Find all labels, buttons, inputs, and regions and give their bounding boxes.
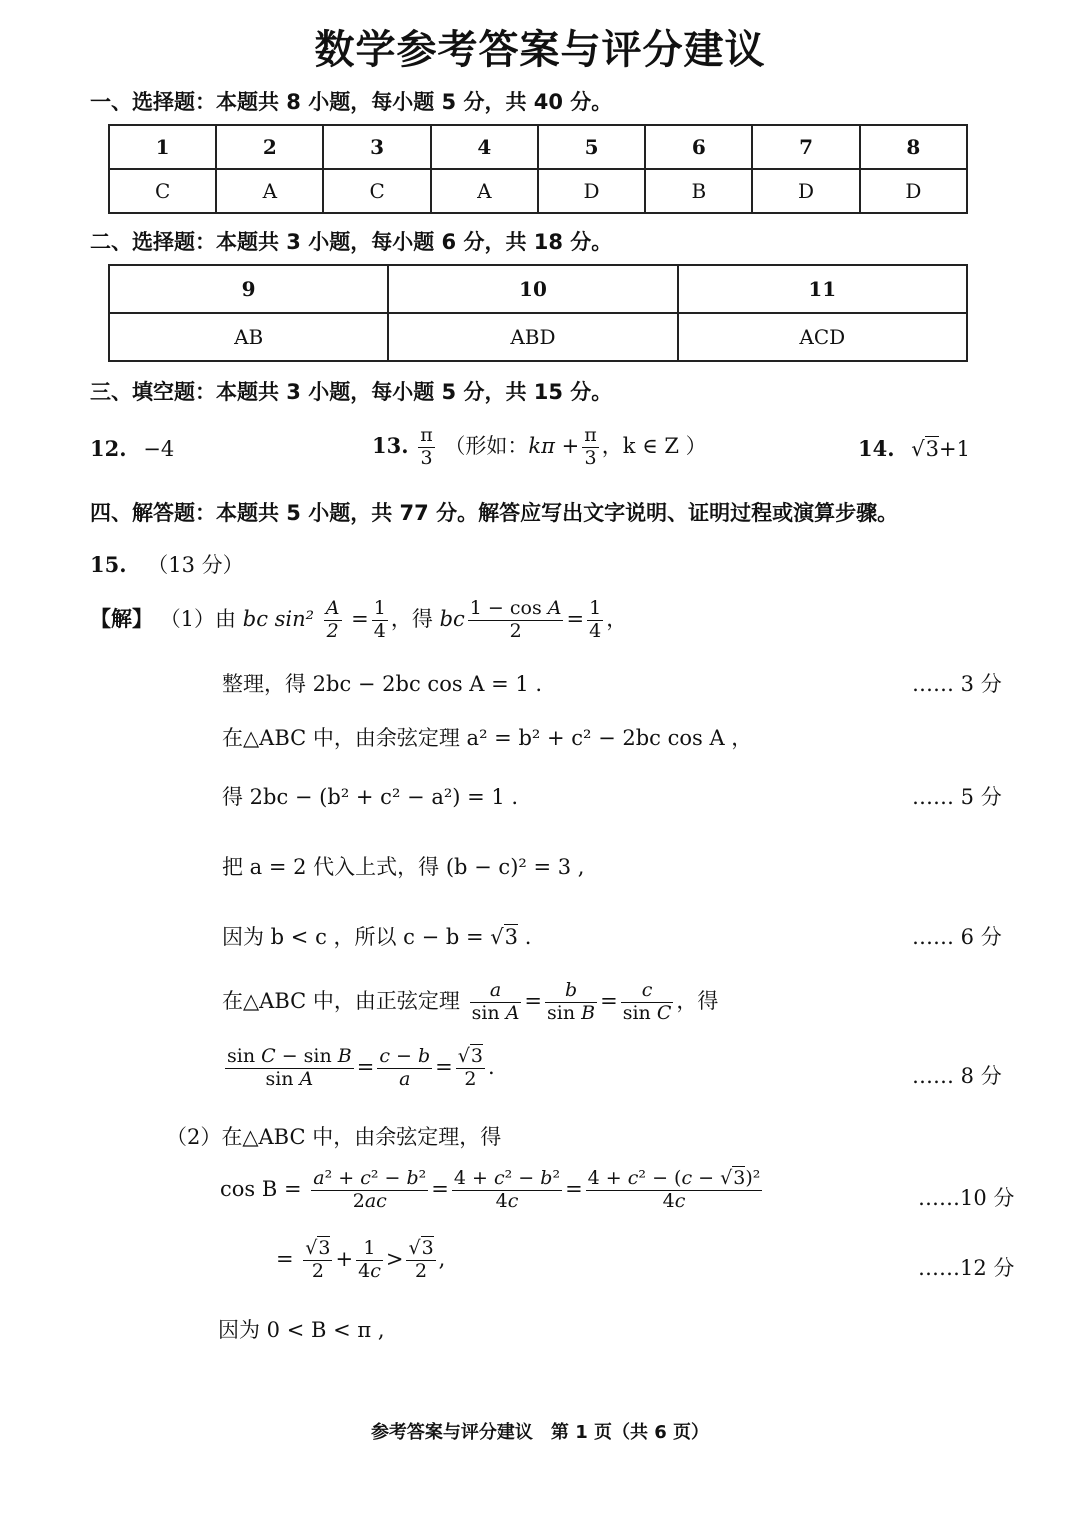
- q13-answer: 13. $\frac{\pi}{3}$ （形如：kπ + $\frac{\pi}{3}$ ，k ∈ Z ）: [372, 424, 707, 469]
- solution-line-8: $\frac{\text{sin C − sin B}}{\text{sin A}}$ = $\frac{c - b}{a}$ = $\frac{√3}{2}$ .: [227, 1045, 495, 1090]
- answer-cell: A: [216, 169, 323, 213]
- question-number: 9: [109, 265, 388, 313]
- answer-cell: AB: [109, 313, 388, 361]
- score-6: …… 6 分: [912, 925, 1002, 949]
- solution-line-2: 整理，得 2bc − 2bc cos A = 1 .: [222, 672, 543, 696]
- answer-cell: D: [538, 169, 645, 213]
- question-number: 8: [860, 125, 967, 169]
- question-number: 1: [109, 125, 216, 169]
- fraction: $\frac{\text{sin C − sin B}}{\text{sin A}}$: [227, 1045, 352, 1090]
- solution-line-5: 把 a = 2 代入上式，得 (b − c)² = 3 ,: [222, 855, 585, 879]
- fraction: $\frac{A}{2}$: [325, 597, 340, 642]
- score-5: …… 5 分: [912, 785, 1002, 809]
- solution-line-4: 得 2bc − (b² + c² − a²) = 1 .: [222, 785, 519, 809]
- section2-answer-table: [108, 264, 968, 362]
- q14-label: 14.: [858, 436, 895, 461]
- question-number: 5: [538, 125, 645, 169]
- solution-line-7: 在△ABC 中，由正弦定理 $\frac{a}{\text{sin A}}$ = $\frac{b}{\text{sin B}}$ = $\frac{c}{\text{sin C}}$ ，得: [222, 979, 719, 1024]
- fraction: $\frac{c - b}{a}$: [379, 1045, 431, 1090]
- fraction: $\frac{\pi}{3}$: [584, 424, 597, 469]
- solution-part2: （2）在△ABC 中，由余弦定理，得: [166, 1125, 502, 1149]
- fraction: $\frac{√3}{2}$: [457, 1045, 483, 1090]
- q12-label: 12.: [90, 436, 127, 461]
- fraction: $\frac{1}{4}$: [589, 597, 602, 642]
- solution-line-1: 【解】 （1）由 bc sin² $\frac{A}{2}$ = $\frac{1}{4}$ ，得 bc $\frac{\text{1 − cos A}}{2}$ = $\frac{1}{4}$ ，: [90, 597, 628, 642]
- page-footer: 参考答案与评分建议 第 1 页（共 6 页）: [370, 1422, 710, 1443]
- fraction: $\frac{1}{4c}$: [358, 1237, 381, 1282]
- answer-cell: A: [431, 169, 538, 213]
- solution-tag: 【解】: [90, 605, 153, 631]
- question-number: 10: [388, 265, 677, 313]
- fraction: $\frac{a}{\text{sin A}}$: [471, 979, 520, 1024]
- q12-answer: 12. −4: [90, 436, 175, 461]
- answer-cell: ABD: [388, 313, 677, 361]
- solution-line-3: 在△ABC 中，由余弦定理 a² = b² + c² − 2bc cos A ，: [222, 726, 753, 750]
- answer-cell: D: [860, 169, 967, 213]
- section2-heading: 二、选择题：本题共 3 小题，每小题 6 分，共 18 分。: [90, 230, 613, 254]
- solution-line-11: 因为 0 < B < π ,: [218, 1318, 385, 1342]
- solution-line-6: 因为 b < c ，所以 c − b = √3 .: [222, 925, 532, 949]
- question-number: 6: [645, 125, 752, 169]
- question-number: 3: [323, 125, 430, 169]
- section1-answer-table: [108, 124, 968, 214]
- question-number: 2: [216, 125, 323, 169]
- section3-heading: 三、填空题：本题共 3 小题，每小题 5 分，共 15 分。: [90, 380, 613, 404]
- fraction: $\frac{\text{4 + c² − b²}}{4c}$: [453, 1167, 561, 1212]
- fraction: $\frac{\text{a² + c² − b²}}{2ac}$: [313, 1167, 427, 1212]
- score-10: ……10 分: [918, 1186, 1015, 1210]
- score-3: …… 3 分: [912, 672, 1002, 696]
- fraction: $\frac{b}{\text{sin B}}$: [547, 979, 596, 1024]
- answer-cell: ACD: [678, 313, 967, 361]
- section1-heading: 一、选择题：本题共 8 小题，每小题 5 分，共 40 分。: [90, 90, 613, 114]
- fraction: $\frac{\pi}{3}$: [420, 424, 433, 469]
- fraction: $\frac{\text{1 − cos A}}{2}$: [469, 597, 562, 642]
- fraction: $\frac{\text{4 + c² − (c − √3)²}}{4c}$: [587, 1167, 761, 1212]
- answer-cell: C: [323, 169, 430, 213]
- question-number: 11: [678, 265, 967, 313]
- page-title: 数学参考答案与评分建议: [314, 27, 766, 73]
- q15-header: 15. （13 分）: [90, 552, 244, 577]
- answer-cell: B: [645, 169, 752, 213]
- solution-line-9: cos B = $\frac{\text{a² + c² − b²}}{2ac}$ = $\frac{\text{4 + c² − b²}}{4c}$ = $\frac{\text{4 + c² − (c − √3)²}}{4c}$: [220, 1167, 761, 1212]
- score-8: …… 8 分: [912, 1064, 1002, 1088]
- score-12: ……12 分: [918, 1256, 1015, 1280]
- q14-answer: 14. √3+1: [858, 436, 970, 461]
- section4-heading: 四、解答题：本题共 5 小题，共 77 分。解答应写出文字说明、证明过程或演算步骤。: [90, 501, 899, 525]
- fraction: $\frac{c}{\text{sin C}}$: [622, 979, 672, 1024]
- fraction: $\frac{√3}{2}$: [305, 1237, 331, 1282]
- solution-line-10: = $\frac{√3}{2}$ + $\frac{1}{4c}$ > $\frac{√3}{2}$ ,: [276, 1237, 446, 1282]
- answer-cell: D: [752, 169, 859, 213]
- fraction: $\frac{1}{4}$: [373, 597, 386, 642]
- question-number: 4: [431, 125, 538, 169]
- question-number: 7: [752, 125, 859, 169]
- q13-label: 13.: [372, 432, 409, 458]
- answer-cell: C: [109, 169, 216, 213]
- fraction: $\frac{√3}{2}$: [408, 1237, 434, 1282]
